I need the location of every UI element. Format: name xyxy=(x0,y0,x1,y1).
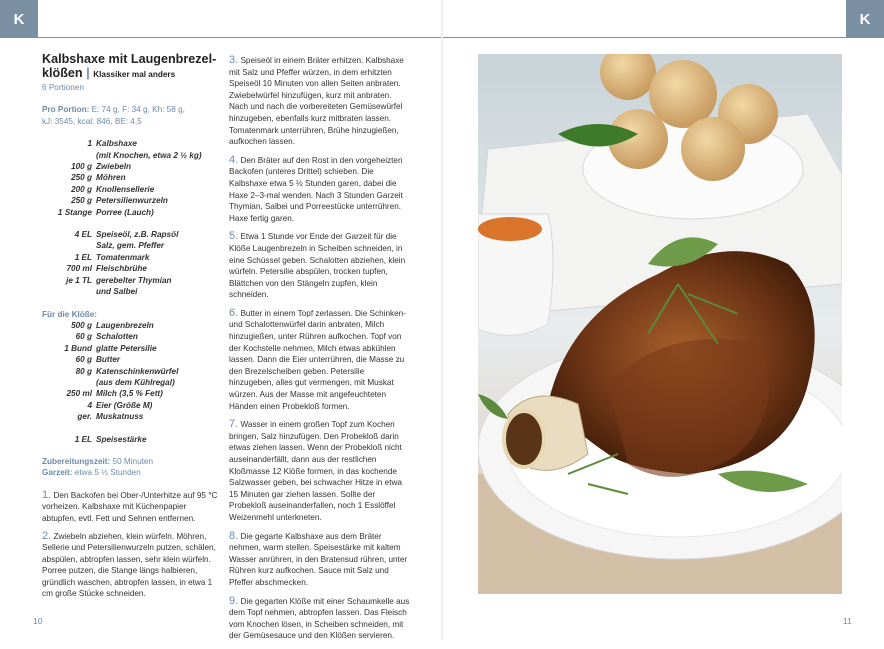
ingredient-name: Möhren xyxy=(96,173,126,183)
ingredient-quantity: 80 g xyxy=(75,366,92,376)
ingredient-name: Porree (Lauch) xyxy=(96,207,154,217)
ingredient-quantity: 1 EL xyxy=(74,434,92,444)
step-number: 9. xyxy=(229,594,239,607)
ingredient-row xyxy=(42,400,218,411)
step-number: 4. xyxy=(229,153,239,166)
ingredient-row xyxy=(42,331,218,342)
ingredient-row xyxy=(42,377,218,388)
ingredient-quantity: 500 g xyxy=(71,320,92,330)
ingredient-quantity: 1 Stange xyxy=(57,207,92,217)
step-text: Die gegarten Klöße mit einer Schaumkelle aus dem Topf nehmen, abtropfen lassen. Das Fleisch vom Knochen lösen, in Scheiben schneiden, mit der Gemüsesauce und den Klößen servieren. xyxy=(229,596,410,641)
instruction-step xyxy=(229,596,411,642)
page-gutter xyxy=(441,0,443,640)
ingredient-name: Salz, gem. Pfeffer xyxy=(96,241,165,251)
ingredient-row xyxy=(42,229,218,240)
ingredient-name: Muskatnuss xyxy=(96,412,144,422)
ingredient-list-dumplings xyxy=(42,320,218,423)
ingredient-row xyxy=(42,150,218,161)
ingredient-row xyxy=(42,320,218,331)
step-number: 1. xyxy=(42,488,52,501)
step-text: Die gegarte Kalbshaxe aus dem Bräter nehmen, warm stellen. Speisestärke mit kaltem Wasser anrühren, in den Bratensud rühren, unter Rühren kurz aufkochen. Sauce mit Salz und Pfeffer abschmecken. xyxy=(229,531,408,587)
ingredient-row xyxy=(42,172,218,183)
instruction-step xyxy=(229,231,411,301)
instruction-step xyxy=(229,419,411,523)
ingredient-list-main xyxy=(42,138,218,218)
ingredient-quantity xyxy=(42,240,96,251)
ingredient-quantity: 250 g xyxy=(71,173,92,183)
ingredient-row xyxy=(42,161,218,172)
ingredient-quantity: 4 EL xyxy=(74,230,92,240)
ingredient-row xyxy=(42,286,218,297)
step-number: 3. xyxy=(229,54,239,66)
instruction-step xyxy=(229,308,411,412)
ingredient-row xyxy=(42,138,218,149)
ingredient-row xyxy=(42,411,218,422)
chapter-letter: K xyxy=(859,10,871,28)
servings: 6 Portionen xyxy=(42,83,84,92)
instruction-step xyxy=(42,490,218,524)
ingredient-row xyxy=(42,366,218,377)
step-number: 7. xyxy=(229,418,239,431)
ingredient-name: Fleischbrühe xyxy=(96,264,147,274)
step-text: Zwiebeln abziehen, klein würfeln. Möhren, Sellerie und Petersilienwurzeln putzen, schälen, abspülen, abtropfen lassen, sehr klein würfeln. Porree putzen, die Stange längs halbieren, gründlich waschen, abtropfen lassen, in etwa 1 cm große Stücke schneiden. xyxy=(42,532,216,599)
ingredient-name: Petersilienwurzeln xyxy=(96,196,168,206)
ingredient-quantity: 100 g xyxy=(71,162,92,172)
ingredient-name: (mit Knochen, etwa 2 ½ kg) xyxy=(96,150,202,160)
ingredient-row xyxy=(42,184,218,195)
ingredient-name: (aus dem Kühlregal) xyxy=(96,377,175,387)
step-number: 6. xyxy=(229,306,239,319)
instruction-step xyxy=(42,531,218,599)
ingredient-name: Speiseöl, z.B. Rapsöl xyxy=(96,230,179,240)
step-text: Den Bräter auf den Rost in den vorgeheizten Backofen (unteres Drittel) schieben. Die Kalbshaxe etwa 5 ½ Stunden garen, dabei die Haxe 2–3-mal wenden. Nach 3 Stunden Garzeit Thymian, Salbei und Porreestücke unterrühren. Haxe fertig garen. xyxy=(229,155,403,223)
ingredient-quantity: 200 g xyxy=(71,184,92,194)
instruction-step xyxy=(229,155,411,225)
ingredient-quantity: je 1 TL xyxy=(66,275,92,285)
ingredient-row xyxy=(42,434,218,445)
ingredient-name: Knollensellerie xyxy=(96,184,155,194)
instruction-step xyxy=(229,55,411,148)
ingredient-list-sauce xyxy=(42,434,218,445)
prep-time: Zubereitungszeit: 50 Minuten xyxy=(42,456,154,466)
nutrition-info: Pro Portion: E: 74 g, F: 34 g, Kh: 58 g, xyxy=(42,105,185,115)
ingredient-quantity: 1 EL xyxy=(74,252,92,262)
ingredient-name: Eier (Größe M) xyxy=(96,400,153,410)
ingredient-quantity: 60 g xyxy=(75,332,92,342)
dumplings-heading: Für die Klöße: xyxy=(42,309,98,319)
step-text: Etwa 1 Stunde vor Ende der Garzeit für die Klöße Laugenbrezeln in Scheiben schneiden, in eine Schüssel geben. Schalotten abziehen, klein würfeln. Petersilie abspülen, trocken tupfen, Blättchen von den Stängeln zupfen, klein schneiden. xyxy=(229,232,406,300)
chapter-letter: K xyxy=(13,10,25,28)
ingredient-row xyxy=(42,240,218,251)
ingredient-row xyxy=(42,195,218,206)
ingredient-quantity xyxy=(42,286,96,297)
ingredient-quantity: 250 g xyxy=(71,196,92,206)
page-number-left: 10 xyxy=(33,616,43,626)
recipe-column-left: Kalbshaxe mit Laugenbrezel- klößen | Klassiker mal anders 6 Portionen Pro Portion: E: 74 g, F: 34 g, Kh: 58 g, kJ: 3545, kcal: 846, BE: 4,5 1 Kalbshaxe (mit Knochen, etwa 2 ½ kg) 100 g Zwiebeln 250 g Möhren 200 g Knollensellerie 250 g Petersilienwurzeln 1 Stange Porree (Lauch) 4 EL Speiseöl, z.B. Rapsöl Salz, gem. Pfeffer 1 EL Tomatenmark 700 ml Fleischbrühe je 1 TL gerebelter Thymian und Salbei Für die Klöße: 500 g Laugenbrezeln 60 g Schalotten 1 Bund glatte Petersilie 60 g Butter 80 g Katenschinkenwürfel (aus dem Kühlregal) 250 ml Milch (3,5 % Fett) 4 Eier (Größe M) ger. Muskatnuss 1 EL Speisestärke Zubereitungszeit: 50 Minuten Garzeit: etwa 5 ½ Stunden 1. Den Backofen bei Ober-/Unterhitze auf 95 °C vorheizen. Kalbshaxe mit Küchenpapier abtupfen, evtl. Fett und Sehnen entfernen. 2. Zwiebeln abziehen, klein würfeln. Möhren, Sellerie und Petersilienwurzeln putzen, schälen, abspülen, abtropfen lassen, sehr klein würfeln. Porree putzen, die Stange längs halbieren, gründlich waschen, abtropfen lassen, in etwa 1 cm große Stücke schneiden. xyxy=(42,52,218,599)
instruction-step xyxy=(229,531,411,589)
ingredient-quantity: 1 Bund xyxy=(64,343,92,353)
ingredient-quantity: 700 ml xyxy=(66,264,92,274)
ingredient-name: Katenschinkenwürfel xyxy=(96,366,179,376)
ingredient-name: Speisestärke xyxy=(96,434,147,444)
ingredient-row xyxy=(42,354,218,365)
step-number: 2. xyxy=(42,530,52,542)
ingredient-row xyxy=(42,263,218,274)
ingredient-row xyxy=(42,207,218,218)
ingredient-name: glatte Petersilie xyxy=(96,343,157,353)
recipe-title: Kalbshaxe mit Laugenbrezel- klößen | Klassiker mal anders xyxy=(42,52,217,80)
ingredient-name: gerebelter Thymian xyxy=(96,275,172,285)
cook-time: Garzeit: etwa 5 ½ Stunden xyxy=(42,468,141,478)
step-number: 5. xyxy=(229,230,239,243)
chapter-tab-right xyxy=(846,0,884,38)
steps-right xyxy=(229,55,411,649)
page-number-right: 11 xyxy=(843,616,852,626)
step-text: Butter in einem Topf zerlassen. Die Schinken- und Schalottenwürfel darin anbraten, Milch hinzugießen, unter Rühren aufkochen. Topf von der Kochstelle nehmen, Milch etwas abkühlen lassen. Dann die Eier unterrühren, die Masse zu den Brezelscheiben geben. Petersilie hinzugeben, alles gut vermengen, mit Muskat würzen. Aus der Masse mit angefeuchteten Händen einen Probekloß formen. xyxy=(229,308,406,411)
ingredient-quantity: 4 xyxy=(87,400,92,410)
step-text: Wasser in einem großen Topf zum Kochen bringen, Salz hinzufügen. Den Probekloß darin etwas ziehen lassen. Wenn der Probekloß nicht auseinanderfällt, dann aus der restlichen Kloßmasse 12 Klöße formen, in das kochende Salzwasser geben, bei schwacher Hitze in etwa 15 Minuten gar ziehen lassen. Sollte der Probekloß auseinanderfallen, noch 1 Esslöffel Weizenmehl unterkneten. xyxy=(229,420,402,522)
ingredient-row xyxy=(42,252,218,263)
ingredient-quantity: 60 g xyxy=(75,355,92,365)
ingredient-row xyxy=(42,388,218,399)
ingredient-row xyxy=(42,343,218,354)
ingredient-name: Butter xyxy=(96,355,121,365)
step-text: Den Backofen bei Ober-/Unterhitze auf 95 °C vorheizen. Kalbshaxe mit Küchenpapier abtupfen, evtl. Fett und Sehnen entfernen. xyxy=(42,490,218,523)
ingredient-name: Kalbshaxe xyxy=(96,139,137,149)
ingredient-quantity: ger. xyxy=(77,412,92,422)
ingredient-quantity: 1 xyxy=(87,139,92,149)
ingredient-name: Zwiebeln xyxy=(96,162,132,172)
step-number: 8. xyxy=(229,529,239,542)
dish-photo xyxy=(478,54,842,594)
steps-left xyxy=(42,490,218,600)
ingredient-row xyxy=(42,275,218,286)
ingredient-quantity xyxy=(42,150,96,161)
chapter-tab-left xyxy=(0,0,38,38)
header-rule-right xyxy=(442,37,846,38)
ingredient-name: Tomatenmark xyxy=(96,252,150,262)
ingredient-list-seasoning xyxy=(42,229,218,297)
ingredient-name: Milch (3,5 % Fett) xyxy=(96,389,163,399)
step-text: Speiseöl in einem Bräter erhitzen. Kalbshaxe mit Salz und Pfeffer würzen, in dem erhitzten Speiseöl 10 Minuten von allen Seiten anbraten. Zwiebelwürfel hinzufügen, kurz mit anbraten. Nach und nach die vorbereiteten Gemüsewürfel hinzugeben, ebenfalls kurz mitbraten lassen. Tomatenmark unterrühren, Brühe hinzugießen, aufkochen lassen. xyxy=(229,56,404,147)
ingredient-name: Schalotten xyxy=(96,332,138,342)
ingredient-name: Laugenbrezeln xyxy=(96,320,154,330)
recipe-subtitle: Klassiker mal anders xyxy=(93,70,176,79)
ingredient-name: und Salbei xyxy=(96,287,138,297)
ingredient-quantity xyxy=(42,377,96,388)
header-rule-left xyxy=(38,37,442,38)
ingredient-quantity: 250 ml xyxy=(66,389,92,399)
